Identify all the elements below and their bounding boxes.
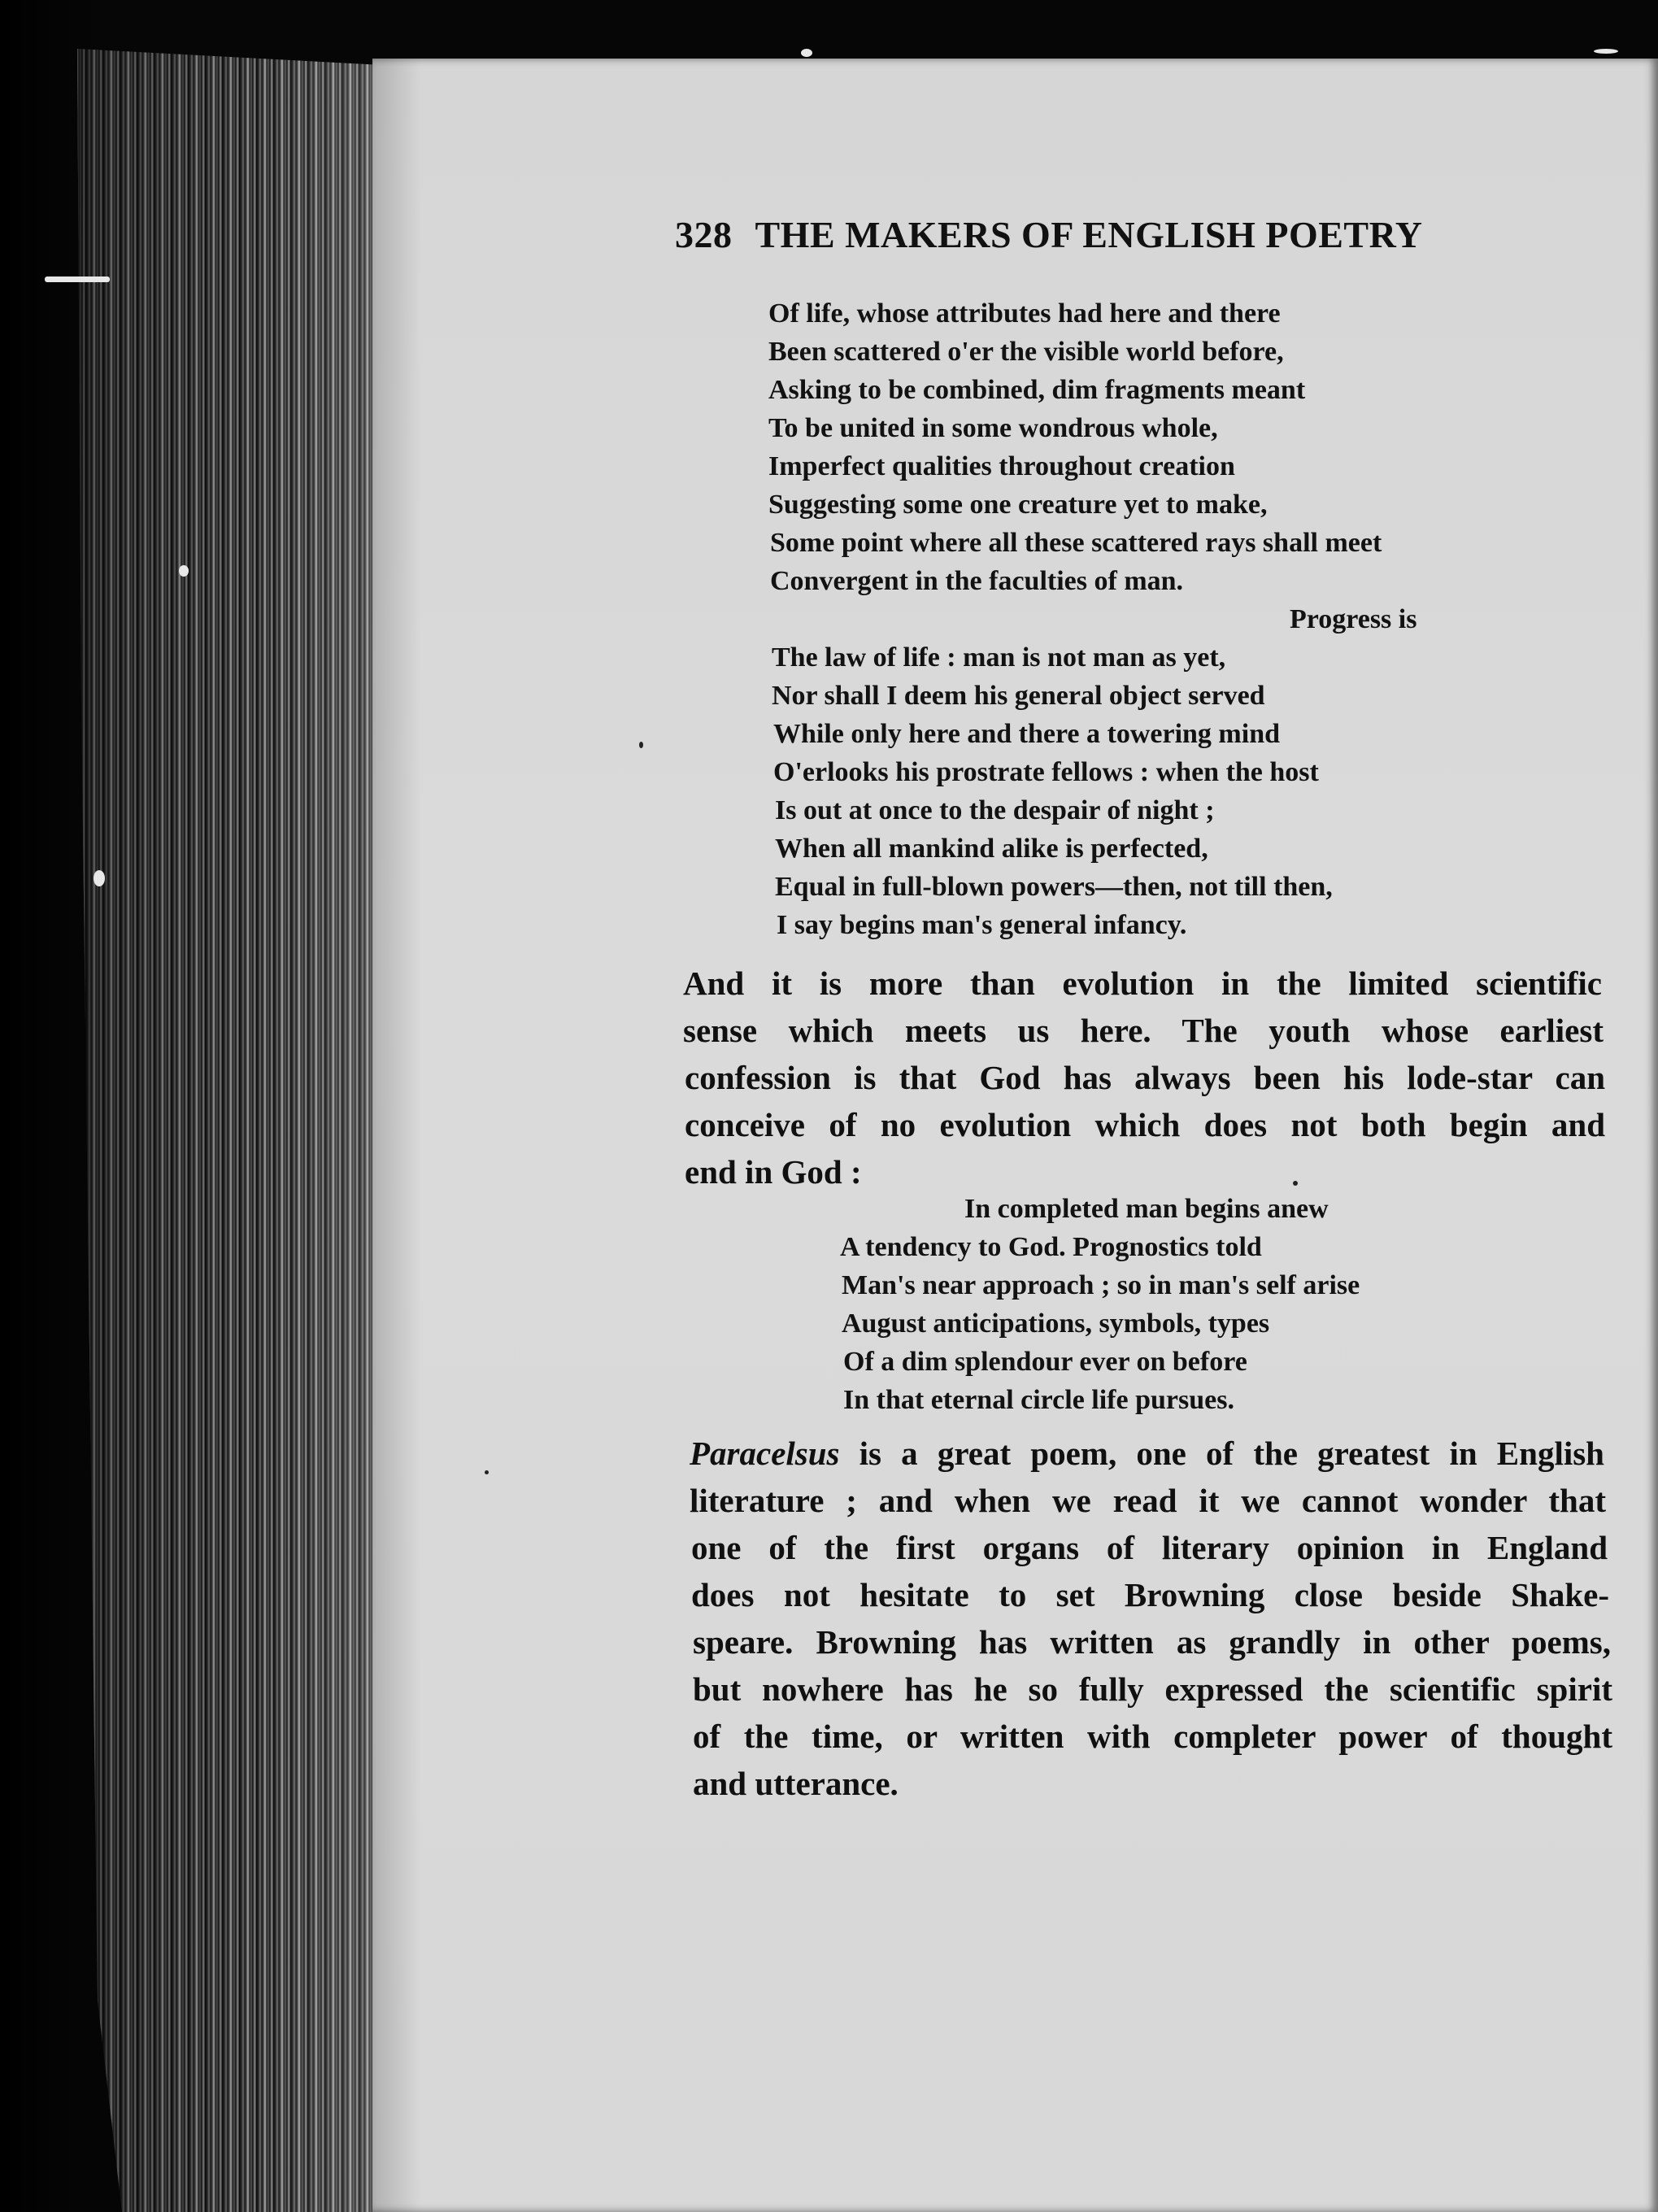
work-title: Paracelsus [690,1435,840,1472]
verse-line: Nor shall I deem his general object served [772,681,1265,711]
verse-line: Suggesting some one creature yet to make, [768,490,1268,520]
scan-speck [94,870,105,886]
prose-line: but nowhere has he so fully expressed the scientific spirit [693,1670,1612,1708]
prose-line: And it is more than evolution in the limited scientific [683,964,1602,1002]
prose-line-first [690,1434,1604,1473]
prose-line: does not hesitate to set Browning close beside Shake- [691,1576,1609,1613]
verse-line: In completed man begins anew [964,1194,1329,1224]
verse-line: Convergent in the faculties of man. [770,566,1184,596]
verse-line: Imperfect qualities throughout creation [768,451,1235,481]
verse-line: Of a dim splendour ever on before [843,1347,1247,1377]
scan-speck [801,49,812,57]
prose-text: is a great poem, one of the greatest in English [839,1435,1604,1472]
scan-speck [179,565,189,577]
prose-line: and utterance. [693,1765,899,1802]
verse-line: Some point where all these scattered rays shall meet [770,528,1382,558]
prose-line: confession is that God has always been his lode-star can [685,1059,1605,1096]
scan-speck [45,276,110,282]
scan-speck [639,742,643,748]
prose-line: conceive of no evolution which does not both begin and [685,1106,1605,1143]
verse-line: August anticipations, symbols, types [842,1308,1270,1339]
verse-line: O'erlooks his prostrate fellows : when the host [773,757,1319,787]
prose-line: sense which meets us here. The youth whose earliest [683,1012,1604,1049]
scan-speck [1594,49,1618,54]
verse-line: While only here and there a towering mind [773,719,1281,749]
verse-line: Of life, whose attributes had here and there [768,298,1281,329]
running-title: THE MAKERS OF ENGLISH POETRY [755,214,1423,255]
prose-line: speare. Browning has written as grandly in other poems, [693,1623,1611,1661]
verse-line: Asking to be combined, dim fragments meant [768,375,1306,405]
scan-speck [1293,1181,1298,1186]
verse-line: The law of life : man is not man as yet, [772,642,1226,673]
verse-line: Equal in full-blown powers—then, not till then, [775,872,1333,902]
prose-line: literature ; and when we read it we cannot wonder that [690,1482,1606,1519]
prose-line: one of the first organs of literary opinion in England [691,1529,1608,1566]
verse-line: Been scattered o'er the visible world before, [768,337,1284,367]
verse-line: A tendency to God. Prognostics told [840,1232,1262,1262]
running-header [675,213,1422,256]
verse-line: When all mankind alike is perfected, [775,834,1208,864]
verse-line: Progress is [1290,604,1417,634]
prose-line: end in God : [685,1153,862,1191]
scan-speck [485,1470,489,1474]
verse-line: Is out at once to the despair of night ; [775,795,1215,825]
page-number: 328 [675,214,733,255]
verse-line: In that eternal circle life pursues. [843,1385,1234,1415]
prose-line: of the time, or written with completer power of thought [693,1718,1612,1755]
verse-line: Man's near approach ; so in man's self arise [842,1270,1360,1300]
verse-line: To be united in some wondrous whole, [768,413,1218,443]
verse-line: I say begins man's general infancy. [777,910,1187,940]
